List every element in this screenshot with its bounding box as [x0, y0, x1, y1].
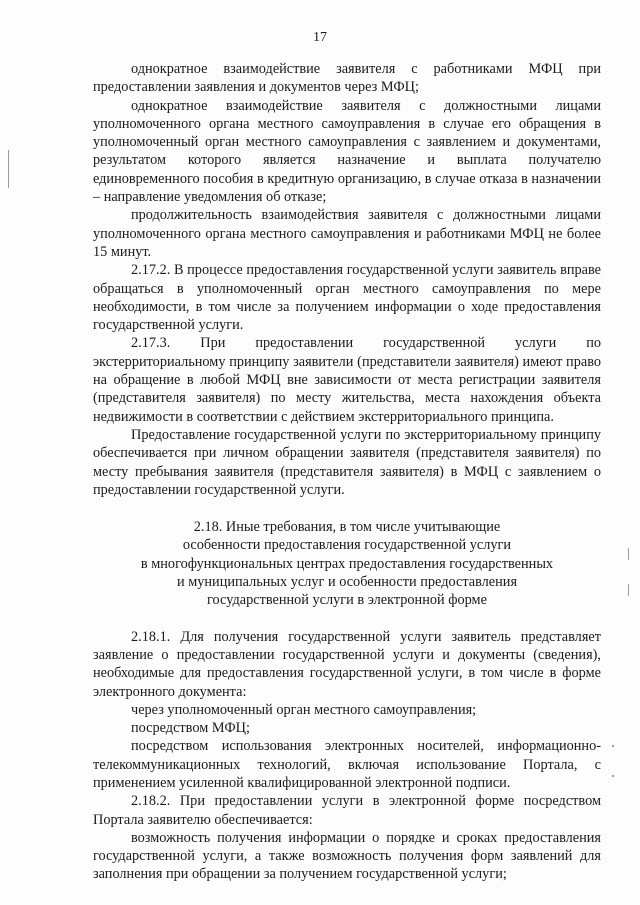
paragraph: продолжительность взаимодействия заявителя с должностными лицами уполномоченного органа местного самоуправления и работниками МФЦ не более 15 минут.	[93, 207, 601, 260]
page-number: 17	[313, 30, 327, 45]
section-heading-line: 2.18. Иные требования, в том числе учитывающие	[193, 519, 501, 536]
scan-artifact	[612, 775, 614, 777]
paragraph: Предоставление государственной услуги по экстерриториальному принципу обеспечивается при личном обращении заявителя (представителя заявителя) по месту пребывания заявителя (представителя заявителя) в МФЦ с заявлением о предоставлении государственной услуги.	[93, 426, 601, 498]
scan-artifact	[612, 745, 614, 747]
paragraph: 2.17.2. В процессе предоставления государственной услуги заявитель вправе обращаться в уполномоченный орган местного самоуправления по мере необходимости, в том числе за получением информации о ходе предоставления государственной услуги.	[93, 262, 601, 334]
paragraph: 2.18.1. Для получения государственной услуги заявитель представляет заявление о предоставлении государственной услуги и документы (сведения), необходимые для предоставления государственной услуги, в том числе в форме электронного документа:	[93, 628, 601, 700]
scan-artifact	[628, 584, 629, 596]
section-heading-line: и муниципальных услуг и особенности предоставления	[176, 574, 518, 591]
paragraph: 2.17.3. При предоставлении государственной услуги по экстерриториальному принципу заявители (представители заявителя) имеют право на обращение в любой МФЦ вне зависимости от места регистрации заявителя (представителя заявителя) по месту жительства, места нахождения объекта недвижимости в соответствии с действием экстерриториального принципа.	[93, 335, 601, 425]
list-item: посредством использования электронных носителей, информационно-телекоммуникационных технологий, включая использование Портала, с применением усиленной квалифицированной электронной подписи.	[93, 738, 601, 791]
paragraph: 2.18.2. При предоставлении услуги в электронной форме посредством Портала заявителю обеспечивается:	[93, 793, 601, 828]
section-heading	[93, 518, 601, 609]
section-heading-line: особенности предоставления государственной услуги	[182, 537, 512, 554]
list-item: посредством МФЦ;	[131, 720, 250, 737]
document-body	[93, 60, 601, 884]
paragraph: однократное взаимодействие заявителя с работниками МФЦ при предоставлении заявления и документов через МФЦ;	[93, 61, 601, 96]
scan-artifact	[628, 548, 629, 560]
section-heading-line: государственной услуги в электронной форме	[207, 592, 487, 609]
section-heading-line: в многофункциональных центрах предоставления государственных	[140, 555, 554, 572]
paragraph: возможность получения информации о порядке и сроках предоставления государственной услуги, а также возможность получения форм заявлений для заполнения при обращении за получением государственной услуги;	[93, 829, 601, 883]
scan-artifact	[8, 150, 9, 188]
list-item: через уполномоченный орган местного самоуправления;	[131, 701, 477, 718]
paragraph: однократное взаимодействие заявителя с должностными лицами уполномоченного органа местного самоуправления в случае его обращения в уполномоченный орган местного самоуправления с заявлением и документами, результатом которого является назначение и выплата получателю единовременного пособия в кредитную организацию, в случае отказа в назначении – направление уведомления об отказе;	[93, 97, 601, 206]
